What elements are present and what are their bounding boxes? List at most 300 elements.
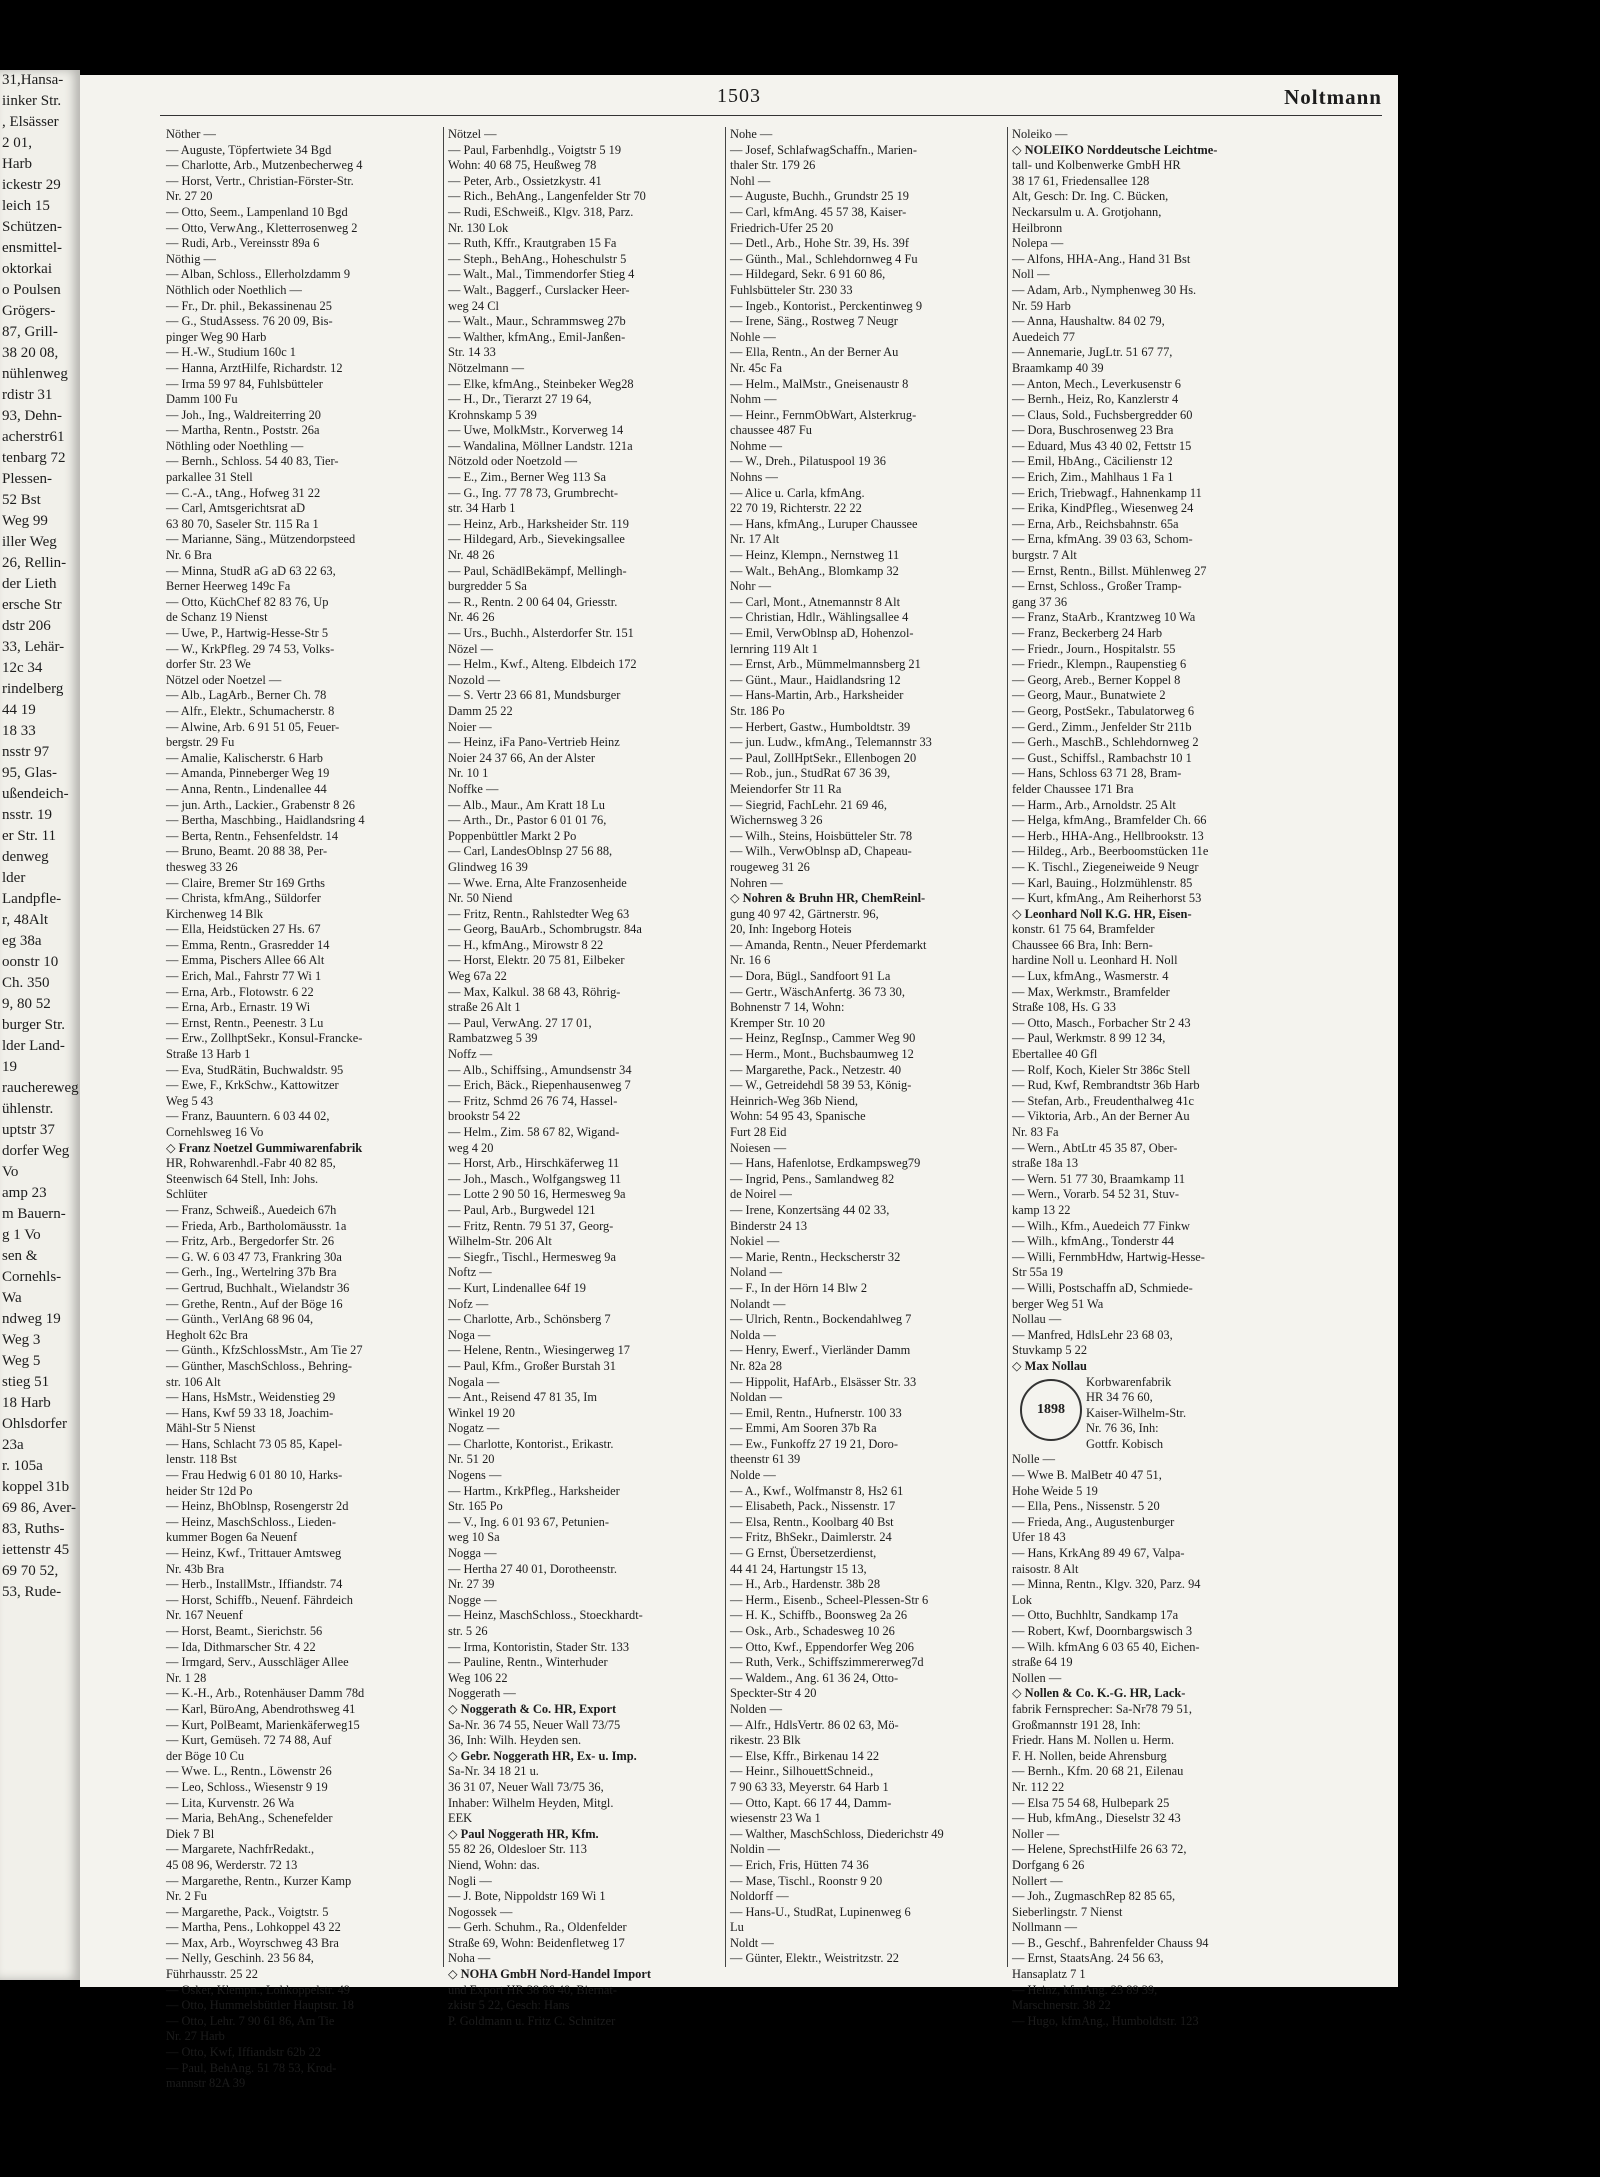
directory-entry: — Otto, Buchhltr, Sandkamp 17a [1012, 1608, 1179, 1623]
directory-entry: ◇ Noggerath & Co. HR, Export [448, 1701, 617, 1716]
directory-entry: — Maria, BehAng., Schenefelder [166, 1811, 333, 1826]
directory-entry: — Frau Hedwig 6 01 80 10, Harks- [166, 1468, 343, 1483]
directory-entry: — Waldem., Ang. 61 36 24, Otto- [730, 1670, 899, 1685]
directory-entry: — Alb., LagArb., Berner Ch. 78 [166, 688, 327, 703]
directory-entry: Hansaplatz 7 1 [1012, 1967, 1086, 1982]
margin-fragment: uptstr 37 [2, 1122, 55, 1138]
margin-fragment: der Lieth [2, 576, 57, 592]
directory-entry: — Kurt, kfmAng., Am Reiherhorst 53 [1012, 891, 1202, 906]
directory-entry: — Georg, BauArb., Schombrugstr. 84a [448, 922, 642, 937]
margin-fragment: ühlenstr. [2, 1101, 54, 1117]
directory-entry: mannstr 82A 39 [166, 2076, 246, 2091]
directory-entry: Hegholt 62c Bra [166, 1327, 248, 1342]
directory-entry: 63 80 70, Saseler Str. 115 Ra 1 [166, 516, 319, 531]
directory-entry: — Bernh., Schloss. 54 40 83, Tier- [166, 454, 339, 469]
directory-entry: — Paul, ZollHptSekr., Ellenbogen 20 [730, 750, 917, 765]
surname-heading: Nogala — [448, 1374, 500, 1389]
directory-entry: — Ernst, Rentn., Peenestr. 3 Lu [166, 1015, 324, 1030]
directory-entry: — W., Getreidehdl 58 39 53, König- [730, 1078, 912, 1093]
directory-entry: Chaussee 66 Bra, Inh: Bern- [1012, 937, 1153, 952]
directory-entry: Lok [1012, 1592, 1032, 1607]
directory-entry: — Marie, Rentn., Heckscherstr 32 [730, 1249, 901, 1264]
margin-fragment: 23a [2, 1437, 24, 1453]
directory-entry: Krohnskamp 5 39 [448, 407, 537, 422]
directory-entry: — R., Rentn. 2 00 64 04, Griesstr. [448, 594, 618, 609]
directory-entry: — Heinz, MaschSchloss., Stoeckhardt- [448, 1608, 643, 1623]
directory-entry: gung 40 97 42, Gärtnerstr. 96, [730, 906, 879, 921]
directory-entry: — Horst, Beamt., Sierichstr. 56 [166, 1624, 323, 1638]
surname-heading: Nözel — [448, 641, 494, 656]
directory-entry: zkistr 5 22, Gesch: Hans [448, 1998, 570, 2013]
directory-entry: wiesenstr 23 Wa 1 [730, 1811, 821, 1826]
directory-entry: — Rich., BehAng., Langenfelder Str 70 [448, 189, 646, 204]
directory-entry: — Carl, kfmAng. 45 57 38, Kaiser- [730, 204, 907, 219]
directory-entry: ◇ Paul Noggerath HR, Kfm. [448, 1826, 599, 1841]
directory-entry: — Elke, kfmAng., Steinbeker Weg28 [448, 376, 634, 391]
directory-entry: lenstr. 118 Bst [166, 1452, 237, 1467]
directory-entry: — Frieda, Arb., Bartholomäusstr. 1a [166, 1218, 347, 1233]
directory-entry: — Ida, Dithmarscher Str. 4 22 [166, 1639, 316, 1654]
column-divider [725, 127, 726, 1967]
directory-entry: Niend, Wohn: das. [448, 1857, 540, 1872]
directory-entry: — H., Dr., Tierarzt 27 19 64, [448, 392, 592, 407]
margin-fragment: rdistr 31 [2, 387, 53, 403]
margin-fragment: Schützen- [2, 219, 62, 235]
directory-entry: Weg 67a 22 [448, 969, 507, 984]
directory-entry: Wohn: 54 95 43, Spanische [730, 1109, 866, 1124]
column-divider [1007, 127, 1008, 1967]
surname-heading: Noffz — [448, 1047, 493, 1062]
directory-entry: — A., Kwf., Wolfmanstr 8, Hs2 61 [730, 1483, 904, 1498]
directory-entry: — H., kfmAng., Mirowstr 8 22 [448, 937, 604, 952]
surname-heading: Noier — [448, 719, 492, 734]
directory-entry: — Wilh. kfmAng 6 03 65 40, Eichen- [1012, 1639, 1200, 1654]
directory-entry: — Ruth, Verk., Schiffszimmererweg7d [730, 1655, 924, 1670]
margin-fragment: Harb [2, 156, 32, 172]
directory-entry: — Gerh. Schuhm., Ra., Oldenfelder [448, 1920, 627, 1935]
directory-entry: — Peter, Arb., Ossietzkystr. 41 [448, 173, 602, 188]
directory-entry: — Claus, Sold., Fuchsbergredder 60 [1012, 407, 1193, 422]
directory-entry: der Böge 10 Cu [166, 1748, 245, 1763]
directory-entry: Nr. 46 26 [448, 610, 495, 625]
directory-entry: — Ella, Rentn., An der Berner Au [730, 345, 899, 360]
directory-entry: Speckter-Str 4 20 [730, 1686, 817, 1701]
directory-entry: Dorfgang 6 26 [1012, 1857, 1085, 1872]
directory-entry: — Herbert, Gastw., Humboldtstr. 39 [730, 719, 911, 734]
directory-entry: — Wilh., VerwOblnsp aD, Chapeau- [730, 844, 912, 859]
directory-entry: — Heinr., SilhouettSchneid., [730, 1764, 874, 1779]
directory-entry: — Grethe, Rentn., Auf der Böge 16 [166, 1296, 343, 1311]
directory-entry: — Dora, Bügl., Sandfoort 91 La [730, 969, 891, 984]
directory-entry: — Amanda, Rentn., Neuer Pferdemarkt [730, 937, 927, 952]
directory-entry: — Nelly, Geschinh. 23 56 84, [166, 1951, 314, 1966]
directory-entry: — Arth., Dr., Pastor 6 01 01 76, [448, 813, 607, 828]
directory-entry: Nr. 112 22 [1012, 1779, 1065, 1794]
directory-entry: — Otto, Kwf, Iffiandstr 62b 22 [166, 2045, 321, 2060]
directory-entry: de Schanz 19 Nienst [166, 610, 268, 625]
directory-entry: — Kurt, Lindenallee 64f 19 [448, 1280, 586, 1295]
margin-fragment: lder Land- [2, 1038, 65, 1054]
directory-entry: fabrik Fernsprecher: Sa-Nr78 79 51, [1012, 1701, 1192, 1716]
margin-fragment: 52 Bst [2, 492, 41, 508]
directory-entry: Nr. 6 Bra [166, 548, 212, 563]
surname-heading: Nofz — [448, 1296, 489, 1311]
directory-entry: Hohe Weide 5 19 [1012, 1483, 1098, 1498]
directory-entry: — Detl., Arb., Hohe Str. 39, Hs. 39f [730, 236, 909, 251]
directory-entry: — Horst, Vertr., Christian-Förster-Str. [166, 173, 354, 188]
directory-entry: — Rudi, ESchweiß., Klgv. 318, Parz. [448, 204, 634, 219]
margin-fragment: iller Weg [2, 534, 57, 550]
directory-entry: — Annemarie, JugLtr. 51 67 77, [1012, 345, 1173, 360]
directory-entry: — Max, Werkmstr., Bramfelder [1012, 984, 1170, 999]
directory-entry: tall- und Kolbenwerke GmbH HR [1012, 158, 1181, 173]
directory-entry: — Erich, Zim., Mahlhaus 1 Fa 1 [1012, 470, 1174, 485]
directory-entry: — H. K., Schiffb., Boonsweg 2a 26 [730, 1608, 908, 1623]
directory-entry: — Erw., ZollhptSekr., Konsul-Francke- [166, 1031, 363, 1046]
directory-entry: — Anna, Rentn., Lindenallee 44 [166, 781, 327, 796]
directory-entry: — Stefan, Arb., Freudenthalweg 41c [1012, 1093, 1195, 1108]
surname-heading: Noldan — [730, 1390, 782, 1405]
directory-entry: — Carl, Mont., Atnemannstr 8 Alt [730, 594, 901, 609]
margin-fragment: eg 38a [2, 933, 42, 949]
surname-heading: Nollmann — [1012, 1920, 1078, 1935]
directory-entry: — Otto, Seem., Lampenland 10 Bgd [166, 204, 348, 219]
surname-heading: Nohr — [730, 579, 771, 594]
margin-fragment: Landpfle- [2, 891, 62, 907]
surname-heading: Nogens — [448, 1468, 502, 1483]
directory-entry: ◇ Franz Noetzel Gummiwarenfabrik [166, 1140, 363, 1155]
margin-fragment: sen & [2, 1248, 38, 1264]
directory-entry: F. H. Nollen, beide Ahrensburg [1012, 1748, 1167, 1763]
directory-entry: — Elsa, Rentn., Koolbarg 40 Bst [730, 1514, 894, 1529]
directory-entry: — Christian, Hdlr., Wählingsallee 4 [730, 610, 909, 625]
directory-entry: — Herb., HHA-Ang., Hellbrookstr. 13 [1012, 828, 1204, 843]
directory-entry: — Günter, Elektr., Weistritzstr. 22 [730, 1951, 899, 1966]
directory-entry: berger Weg 51 Wa [1012, 1296, 1104, 1311]
directory-entry: — Otto, VerwAng., Kletterrosenweg 2 [166, 220, 358, 235]
directory-entry: weg 10 Sa [448, 1530, 500, 1545]
directory-entry: — Heinr., FernmObWart, Alsterkrug- [730, 407, 917, 422]
directory-entry: — Paul, Farbenhdlg., Voigtstr 5 19 [448, 142, 622, 157]
directory-entry: — Wilh., kfmAng., Tonderstr 44 [1012, 1234, 1174, 1249]
directory-entry: Fuhlsbütteler Str. 230 33 [730, 282, 853, 297]
directory-entry: — Heinz, MaschSchloss., Lieden- [166, 1514, 336, 1529]
directory-entry: — Horst, Elektr. 20 75 81, Eilbeker [448, 953, 625, 968]
margin-fragment: 38 20 08, [2, 345, 59, 361]
directory-entry: — Günth., KfzSchlossMstr., Am Tie 27 [166, 1343, 363, 1358]
directory-entry: — Joh., Ing., Waldreiterring 20 [166, 407, 322, 422]
directory-entry: — Hans-U., StudRat, Lupinenweg 6 [730, 1904, 911, 1919]
directory-entry: straße 64 19 [1012, 1655, 1073, 1670]
column-3 [730, 127, 1003, 1967]
directory-entry: — W., Dreh., Pilatuspool 19 36 [730, 454, 886, 469]
directory-entry: Nr. 1 28 [166, 1670, 207, 1685]
surname-heading: Noha — [448, 1951, 491, 1966]
directory-entry: — Herm., Eisenb., Scheel-Plessen-Str 6 [730, 1592, 929, 1607]
directory-entry: — Karl, Bauing., Holzmühlenstr. 85 [1012, 875, 1193, 890]
directory-entry: — Rud, Kwf, Rembrandtstr 36b Harb [1012, 1078, 1200, 1093]
directory-entry: str. 5 26 [448, 1624, 488, 1638]
margin-fragment: 53, Rude- [2, 1584, 62, 1600]
surname-heading: Nogge — [448, 1592, 497, 1607]
directory-entry: Bohnenstr 7 14, Wohn: [730, 1000, 845, 1015]
directory-entry: Ufer 18 43 [1012, 1530, 1066, 1545]
directory-entry: — Gerd., Zimm., Jenfelder Str 211b [1012, 719, 1192, 734]
directory-entry: Straße 13 Harb 1 [166, 1047, 251, 1062]
directory-entry: Sa-Nr. 34 18 21 u. [448, 1764, 539, 1779]
surname-heading: Nohe — [730, 127, 773, 141]
directory-entry: — Ulrich, Rentn., Bockendahlweg 7 [730, 1312, 912, 1327]
directory-entry: ◇ Max Nollau [1012, 1358, 1087, 1373]
directory-entry: weg 4 20 [448, 1140, 494, 1155]
margin-fragment: Weg 3 [2, 1332, 41, 1348]
directory-entry: Weg 106 22 [448, 1670, 508, 1685]
directory-entry: — Wern., AbtLtr 45 35 87, Ober- [1012, 1140, 1178, 1155]
directory-entry: — Erich, Fris, Hütten 74 36 [730, 1857, 869, 1872]
directory-entry: straße 26 Alt 1 [448, 1000, 521, 1015]
directory-entry: — Heinz, iFa Pano-Vertrieb Heinz [448, 735, 620, 750]
directory-entry: — Hans-Martin, Arb., Harksheider [730, 688, 904, 703]
directory-entry: — Hildeg., Arb., Beerboomstücken 11e [1012, 844, 1209, 859]
directory-entry: Nr. 50 Niend [448, 891, 513, 906]
surname-heading: Noffke — [448, 781, 499, 796]
directory-entry: — Wandalina, Möllner Landstr. 121a [448, 438, 633, 453]
surname-heading: Nolde — [730, 1468, 776, 1483]
directory-entry: — Erich, Mal., Fahrstr 77 Wi 1 [166, 969, 322, 984]
directory-entry: — Heinz, RegInsp., Cammer Weg 90 [730, 1031, 916, 1046]
surname-heading: de Noirel — [730, 1187, 792, 1202]
directory-entry: und Export HR 38 86 40, Biernat- [448, 1982, 617, 1997]
surname-heading: Nogga — [448, 1546, 497, 1561]
directory-entry: Braamkamp 40 39 [1012, 360, 1104, 375]
margin-fragment: 12c 34 [2, 660, 43, 676]
directory-entry: — Hans, Schlacht 73 05 85, Kapel- [166, 1436, 343, 1451]
directory-entry: — Günth., VerlAng 68 96 04, [166, 1312, 314, 1327]
directory-entry: Nr. 27 20 [166, 189, 213, 204]
margin-fragment: m Bauern- [2, 1206, 66, 1222]
margin-fragment: Ohlsdorfer [2, 1416, 67, 1432]
directory-entry: — Günth., Mal., Schlehdornweg 4 Fu [730, 251, 918, 266]
directory-entry: — Otto, KüchChef 82 83 76, Up [166, 594, 329, 609]
surname-heading: Nokiel — [730, 1234, 780, 1249]
margin-fragment: ußendeich- [2, 786, 69, 802]
directory-entry: — Charlotte, Arb., Mutzenbecherweg 4 [166, 158, 363, 173]
directory-entry: — Franz, Beckerberg 24 Harb [1012, 626, 1163, 640]
directory-entry: rougeweg 31 26 [730, 859, 810, 874]
directory-entry: dorfer Str. 23 We [166, 657, 251, 672]
directory-entry: Meiendorfer Str 11 Ra [730, 781, 842, 796]
directory-entry: — Irene, Konzertsäng 44 02 33, [730, 1202, 890, 1217]
margin-fragment: stieg 51 [2, 1374, 50, 1390]
margin-fragment: 44 19 [2, 702, 36, 718]
directory-entry: Friedr. Hans M. Nollen u. Herm. [1012, 1733, 1175, 1748]
margin-fragment: iettenstr 45 [2, 1542, 70, 1558]
directory-entry: — Erna, Arb., Flotowstr. 6 22 [166, 984, 314, 999]
margin-fragment: 33, Lehär- [2, 639, 65, 655]
directory-entry: — Emma, Rentn., Grasredder 14 [166, 937, 330, 952]
directory-entry: — H., Arb., Hardenstr. 38b 28 [730, 1577, 881, 1592]
margin-fragment: Weg 99 [2, 513, 48, 529]
directory-entry: — F., In der Hörn 14 Blw 2 [730, 1280, 868, 1295]
directory-entry: — Pauline, Rentn., Winterhuder [448, 1655, 608, 1670]
surname-heading: Nötzold oder Noetzold — [448, 454, 578, 469]
directory-entry: — Ernst, Arb., Mümmelmannsberg 21 [730, 657, 921, 672]
directory-entry: — Minna, Rentn., Klgv. 320, Parz. 94 [1012, 1577, 1201, 1592]
directory-entry: Str. 14 33 [448, 345, 496, 360]
surname-heading: Noleiko — [1012, 127, 1068, 141]
surname-heading: Nohle — [730, 329, 776, 344]
surname-heading: Noland — [730, 1265, 782, 1280]
running-head: Noltmann [1284, 85, 1382, 109]
directory-entry: — Bertha, Maschbing., Haidlandsring 4 [166, 813, 365, 828]
directory-entry: — V., Ing. 6 01 93 67, Petunien- [448, 1514, 609, 1529]
directory-entry: — Gerh., Ing., Wertelring 37b Bra [166, 1265, 337, 1280]
directory-entry: Wichernsweg 3 26 [730, 813, 823, 828]
surname-heading: Nöthig — [166, 251, 216, 266]
margin-fragment: nühlenweg [2, 366, 68, 382]
margin-fragment: 31,Hansa- [2, 72, 64, 88]
directory-entry: — E., Zim., Berner Weg 113 Sa [448, 470, 606, 485]
directory-entry: Straße 108, Hs. G 33 [1012, 1000, 1116, 1015]
directory-entry: — Fritz, Rentn., Rahlstedter Weg 63 [448, 906, 630, 921]
directory-entry: — Hertha 27 40 01, Dorotheenstr. [448, 1561, 617, 1576]
directory-entry: Damm 25 22 [448, 703, 513, 718]
directory-entry: Nr. 27 Harb [166, 2029, 225, 2044]
directory-entry: Nr. 59 Harb [1012, 298, 1071, 313]
directory-entry: — Heinz, Kwf., Trittauer Amtsweg [166, 1546, 342, 1561]
directory-entry: — Alwine, Arb. 6 91 51 05, Feuer- [166, 719, 340, 734]
surname-heading: Nolepa — [1012, 236, 1064, 251]
directory-entry: burgredder 5 Sa [448, 579, 527, 594]
directory-entry: Cornehlsweg 16 Vo [166, 1125, 264, 1139]
directory-entry: Friedrich-Ufer 25 20 [730, 220, 834, 235]
directory-entry: P. Goldmann u. Fritz C. Schnitzer [448, 2013, 616, 2028]
directory-entry: — Margarete, NachfrRedakt., [166, 1842, 315, 1857]
directory-entry: — Walt., BehAng., Blomkamp 32 [730, 563, 899, 578]
margin-fragment: g 1 Vo [2, 1227, 41, 1243]
directory-entry: — Josef, SchlafwagSchaffn., Marien- [730, 142, 917, 157]
margin-fragment: r. 105a [2, 1458, 43, 1474]
directory-entry: — Hans, Hafenlotse, Erdkampsweg79 [730, 1156, 921, 1171]
directory-entry: — Amanda, Pinneberger Weg 19 [166, 766, 330, 781]
directory-entry: Str. 165 Po [448, 1499, 503, 1514]
directory-entry: — Irma 59 97 84, Fuhlsbütteler [166, 376, 323, 391]
directory-entry: Neckarsulm u. A. Grotjohann, [1012, 204, 1162, 219]
directory-entry: — Osker, Klempn., Lohkoppelstr. 49 [166, 1982, 350, 1997]
directory-entry: Nr. 48 26 [448, 548, 495, 563]
directory-entry: — Minna, StudR aG aD 63 22 63, [166, 563, 336, 578]
directory-entry: — Ella, Heidstücken 27 Hs. 67 [166, 922, 321, 937]
directory-entry: — Paul, Arb., Burgwedel 121 [448, 1202, 596, 1217]
directory-entry: — Fritz, BhSekr., Daimlerstr. 24 [730, 1530, 892, 1545]
directory-entry: — Ella, Pens., Nissenstr. 5 20 [1012, 1499, 1160, 1514]
directory-entry: — Fritz, Rentn. 79 51 37, Georg- [448, 1218, 614, 1233]
surname-heading: Nöthlich oder Noethlich — [166, 282, 302, 297]
directory-entry: — Irma, Kontoristin, Stader Str. 133 [448, 1639, 630, 1654]
directory-entry: — Georg, Areb., Berner Koppel 8 [1012, 672, 1181, 687]
surname-heading: Nöthling oder Noethling — [166, 438, 304, 453]
directory-entry: — jun. Ludw., kfmAng., Telemannstr 33 [730, 735, 932, 750]
directory-entry: — Alban, Schloss., Ellerholzdamm 9 [166, 267, 351, 282]
directory-entry: — Alfr., Elektr., Schumacherstr. 8 [166, 703, 335, 718]
directory-entry: — Hans, HsMstr., Weidenstieg 29 [166, 1390, 336, 1405]
margin-fragment: 19 [2, 1059, 17, 1075]
directory-entry: burgstr. 7 Alt [1012, 548, 1077, 563]
directory-entry: Nr. 167 Neuenf [166, 1608, 243, 1623]
surname-heading: Noldt — [730, 1935, 774, 1950]
directory-entry: — Gertr., WäschAnfertg. 36 73 30, [730, 984, 905, 999]
directory-entry: — Gerh., MaschB., Schlehdornweg 2 [1012, 735, 1199, 750]
directory-entry: — G., StudAssess. 76 20 09, Bis- [166, 314, 333, 329]
directory-entry: — Dora, Buschrosenweg 23 Bra [1012, 423, 1174, 438]
directory-entry: Poppenbüttler Markt 2 Po [448, 828, 577, 843]
directory-entry: Noier 24 37 66, An der Alster [448, 750, 595, 765]
directory-entry: — Ernst, StaatsAng. 24 56 63, [1012, 1951, 1164, 1966]
directory-entry: — Auguste, Buchh., Grundstr 25 19 [730, 189, 909, 204]
directory-entry: Ebertallee 40 Gfl [1012, 1047, 1098, 1062]
directory-entry: hardine Noll u. Leonhard H. Noll [1012, 953, 1178, 968]
directory-entry: str. 34 Harb 1 [448, 501, 516, 516]
directory-entry: Nr. 10 1 [448, 766, 489, 781]
directory-entry: — Fr., Dr. phil., Bekassinenau 25 [166, 298, 332, 313]
surname-heading: Noldin — [730, 1842, 780, 1857]
directory-entry: — Joh., Masch., Wolfgangsweg 11 [448, 1171, 622, 1186]
directory-entry: — Emmi, Am Sooren 37b Ra [730, 1421, 877, 1436]
directory-entry: Glindweg 16 39 [448, 859, 528, 874]
directory-entry: — Leo, Schloss., Wiesenstr 9 19 [166, 1779, 328, 1794]
directory-entry: Nr. 83 Fa [1012, 1125, 1059, 1139]
surname-heading: Nozold — [448, 672, 500, 687]
directory-entry: — Margarethe, Pack., Voigtstr. 5 [166, 1904, 329, 1919]
directory-entry: ◇ Nollen & Co. K.-G. HR, Lack- [1012, 1686, 1186, 1701]
margin-fragment: Grögers- [2, 303, 56, 319]
margin-fragment: amp 23 [2, 1185, 47, 1201]
directory-entry: — Siegrid, FachLehr. 21 69 46, [730, 797, 887, 812]
directory-entry: HR, Rohwarenhdl.-Fabr 40 82 85, [166, 1156, 336, 1171]
directory-entry: Schlüter [166, 1187, 208, 1202]
directory-entry: chaussee 487 Fu [730, 423, 812, 438]
directory-entry: 55 82 26, Oldesloer Str. 113 [448, 1842, 587, 1857]
directory-entry: — Mase, Tischl., Roonstr 9 20 [730, 1873, 883, 1888]
directory-entry: — Hugo, kfmAng., Humboldtstr. 123 [1012, 2013, 1199, 2028]
directory-entry: — Paul, VerwAng. 27 17 01, [448, 1015, 592, 1030]
directory-entry: — Bernh., Heiz, Ro, Kanzlerstr 4 [1012, 392, 1179, 407]
surname-heading: Nolda — [730, 1327, 776, 1342]
directory-entry: — Walther, MaschSchloss, Diederichstr 49 [730, 1826, 944, 1841]
directory-entry: ◇ NOHA GmbH Nord-Handel Import [448, 1967, 651, 1982]
directory-entry: — Walt., Baggerf., Curslacker Heer- [448, 282, 630, 297]
directory-entry: — Georg, Maur., Bunatwiete 2 [1012, 688, 1166, 703]
directory-entry: — jun. Arth., Lackier., Grabenstr 8 26 [166, 797, 355, 812]
directory-entry: — Erich, Bäck., Riepenhausenweg 7 [448, 1078, 631, 1093]
directory-entry: ◇ Leonhard Noll K.G. HR, Eisen- [1012, 906, 1192, 921]
directory-entry: — Viktoria, Arb., An der Berner Au [1012, 1109, 1190, 1124]
directory-entry: — Steph., BehAng., Hoheschulstr 5 [448, 251, 627, 266]
directory-entry: — Walther, kfmAng., Emil-Janßen- [448, 329, 626, 344]
margin-fragment: rindelberg [2, 681, 64, 697]
directory-entry: rikestr. 23 Blk [730, 1733, 801, 1748]
directory-entry: — Irmgard, Serv., Ausschläger Allee [166, 1655, 349, 1670]
directory-entry: — G Ernst, Übersetzerdienst, [730, 1546, 877, 1561]
directory-entry: — Helm., MalMstr., Gneisenaustr 8 [730, 376, 909, 391]
directory-entry: — Helm., Kwf., Alteng. Elbdeich 172 [448, 657, 637, 672]
directory-entry: EEK [448, 1811, 473, 1826]
directory-entry: — Alfons, HHA-Ang., Hand 31 Bst [1012, 251, 1191, 266]
margin-fragment: iinker Str. [2, 93, 62, 109]
directory-entry: thaler Str. 179 26 [730, 158, 816, 173]
surname-heading: Nohl — [730, 173, 771, 188]
directory-entry: — Friedr., Journ., Hospitalstr. 55 [1012, 641, 1176, 656]
